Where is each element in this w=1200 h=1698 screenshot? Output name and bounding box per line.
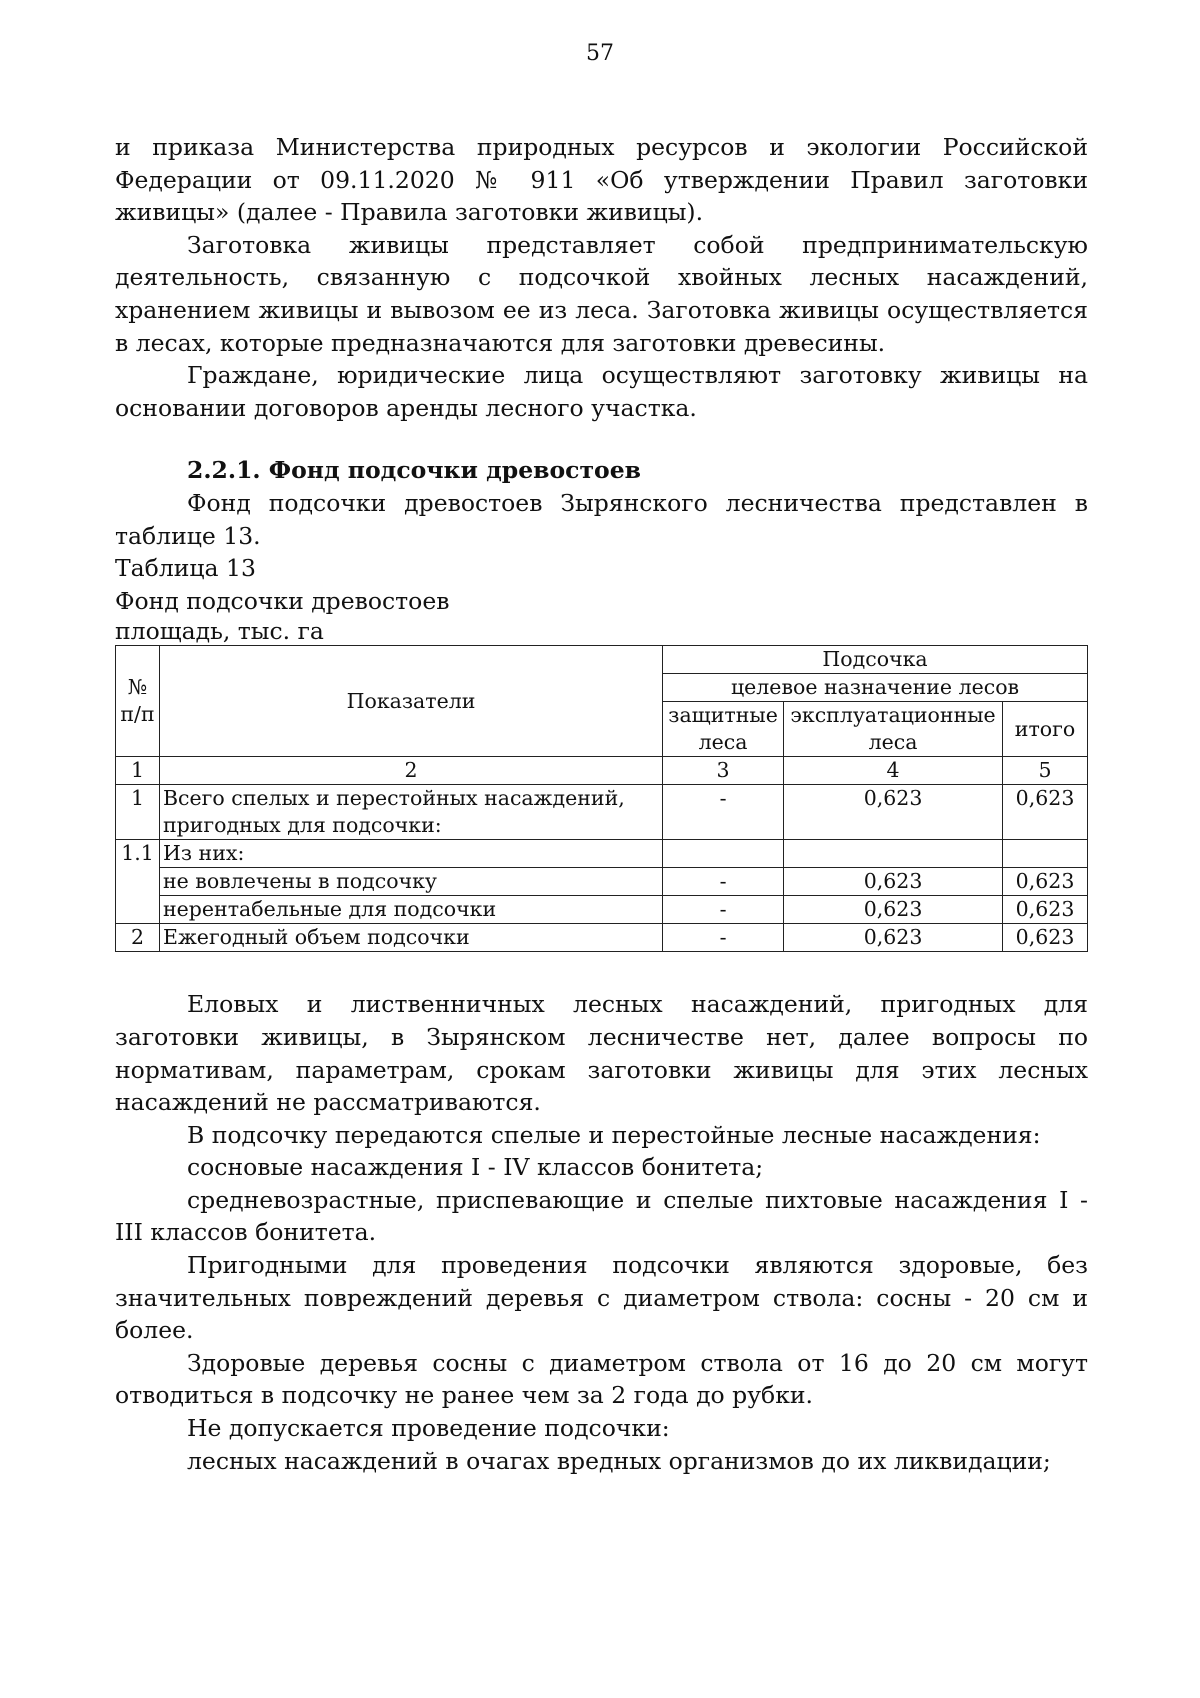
table-caption: Таблица 13 (115, 554, 256, 583)
row-label: Ежегодный объем подсочки (159, 924, 662, 952)
paragraph: Еловых и лиственничных лесных насаждений, пригодных для заготовки живицы, в Зырянском лесничестве нет, далее вопросы по нормативам, параметрам, срокам заготовки живицы для этих лесных насаждений не рассматриваются. (115, 990, 1088, 1117)
column-number-row (116, 757, 1088, 785)
header-total: итого (1003, 702, 1088, 757)
list-item: средневозрастные, приспевающие и спелые пихтовые насаждения I - III классов бонитета. (115, 1185, 1088, 1247)
text-after-table (115, 988, 1088, 1477)
row-num: 1 (116, 785, 160, 840)
row-protective: - (663, 924, 784, 952)
row-exploitation: 0,623 (784, 785, 1003, 840)
table-row (116, 896, 1088, 924)
header-purpose: целевое назначение лесов (663, 674, 1088, 702)
row-exploitation (784, 840, 1003, 868)
column-number: 2 (159, 757, 662, 785)
row-label: Из них: (159, 840, 662, 868)
row-total: 0,623 (1003, 896, 1088, 924)
row-exploitation: 0,623 (784, 868, 1003, 896)
row-exploitation: 0,623 (784, 924, 1003, 952)
header-protective: защитные леса (663, 702, 784, 757)
row-num: 1.1 (116, 840, 160, 924)
column-number: 3 (663, 757, 784, 785)
table-title: Фонд подсочки древостоев (115, 586, 450, 615)
section-intro: Фонд подсочки древостоев Зырянского лесничества представлен в таблице 13. (115, 488, 1088, 550)
section-heading: 2.2.1. Фонд подсочки древостоев (187, 456, 641, 485)
column-number: 4 (784, 757, 1003, 785)
table-row (116, 924, 1088, 952)
row-label: не вовлечены в подсочку (159, 868, 662, 896)
table-row (116, 840, 1088, 868)
column-number: 5 (1003, 757, 1088, 785)
row-exploitation: 0,623 (784, 896, 1003, 924)
page-number: 57 (586, 41, 614, 66)
tapping-fund-table (115, 645, 1088, 952)
paragraph: Не допускается проведение подсочки: (187, 1414, 670, 1443)
list-item: сосновые насаждения I - IV классов бонитета; (187, 1153, 764, 1182)
paragraph: Пригодными для проведения подсочки являются здоровые, без значительных повреждений деревья с диаметром ствола: сосны - 20 см и более. (115, 1251, 1088, 1345)
table-row (116, 868, 1088, 896)
table-unit: площадь, тыс. га (115, 617, 324, 646)
column-number: 1 (116, 757, 160, 785)
paragraph: Граждане, юридические лица осуществляют заготовку живицы на основании договоров аренды лесного участка. (115, 361, 1088, 422)
table-header-row (116, 646, 1088, 674)
row-protective: - (663, 785, 784, 840)
header-tapping: Подсочка (663, 646, 1088, 674)
list-item: лесных насаждений в очагах вредных организмов до их ликвидации; (187, 1446, 1051, 1475)
row-protective: - (663, 896, 784, 924)
row-total: 0,623 (1003, 924, 1088, 952)
row-label: нерентабельные для подсочки (159, 896, 662, 924)
row-total (1003, 840, 1088, 868)
row-total: 0,623 (1003, 785, 1088, 840)
row-protective (663, 840, 784, 868)
header-exploitation: эксплуатационные леса (784, 702, 1003, 757)
row-label: Всего спелых и перестойных насаждений, пригодных для подсочки: (159, 785, 662, 840)
paragraph: Здоровые деревья сосны с диаметром ствола от 16 до 20 см могут отводиться в подсочку не ранее чем за 2 года до рубки. (115, 1348, 1088, 1410)
table-row (116, 785, 1088, 840)
header-indicators: Показатели (159, 646, 662, 757)
row-protective: - (663, 868, 784, 896)
header-num: № п/п (116, 646, 160, 757)
paragraph: и приказа Министерства природных ресурсов и экологии Российской Федерации от 09.11.2020 № 911 «Об утверждении Правил заготовки живицы» (далее - Правила заготовки живицы). (115, 133, 1088, 227)
row-num: 2 (116, 924, 160, 952)
document-body (115, 131, 1088, 1477)
paragraph: В подсочку передаются спелые и перестойные лесные насаждения: (187, 1120, 1041, 1149)
paragraph: Заготовка живицы представляет собой предпринимательскую деятельность, связанную с подсочкой хвойных лесных насаждений, хранением живицы и вывозом ее из леса. Заготовка живицы осуществляется в лесах, которые предназначаются для заготовки древесины. (115, 230, 1088, 357)
row-total: 0,623 (1003, 868, 1088, 896)
